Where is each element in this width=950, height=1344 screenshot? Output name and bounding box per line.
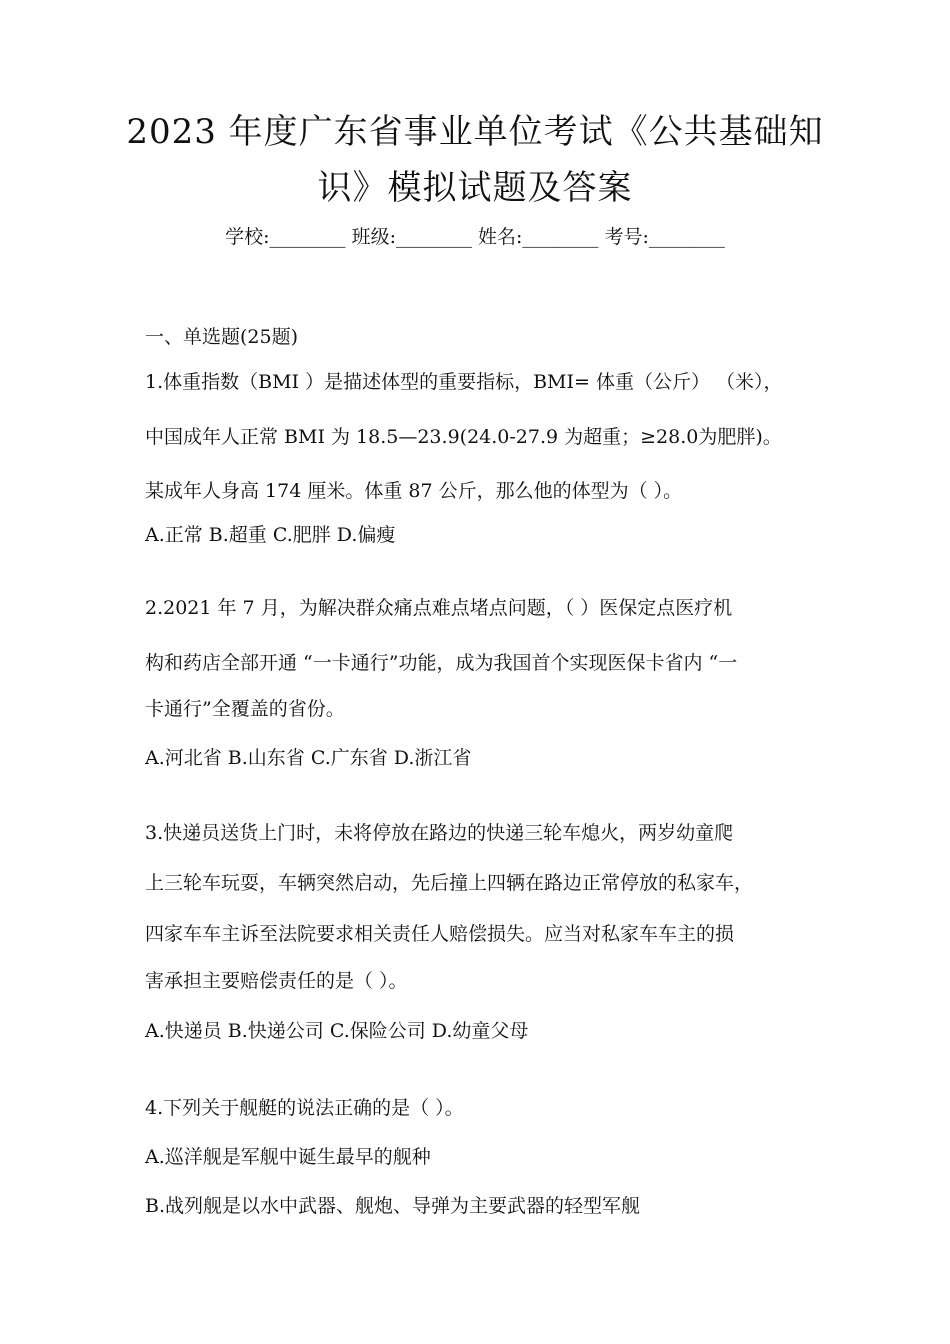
question-1-options: A.正常 B.超重 C.肥胖 D.偏瘦 (145, 524, 396, 546)
document-title (120, 104, 830, 216)
question-4-option-a: A.巡洋舰是军舰中诞生最早的舰种 (145, 1146, 431, 1168)
question-3-options: A.快递员 B.快递公司 C.保险公司 D.幼童父母 (145, 1020, 529, 1042)
section-heading: 一、单选题(25题) (145, 326, 299, 348)
question-3-line-4: 害承担主要赔偿责任的是（ ）。 (145, 970, 408, 992)
question-4-line-1: 4.下列关于舰艇的说法正确的是（ ）。 (145, 1097, 464, 1119)
question-1-line-1: 1.体重指数（BMI ）是描述体型的重要指标，BMI= 体重（公斤） （米）， (145, 371, 783, 393)
question-2-line-1: 2.2021 年 7 月，为解决群众痛点难点堵点问题，（ ）医保定点医疗机 (145, 597, 733, 619)
question-4-option-b: B.战列舰是以水中武器、舰炮、导弹为主要武器的轻型军舰 (145, 1195, 641, 1217)
student-info-line: 学校:________ 班级:________ 姓名:________ 考号:________ (225, 226, 725, 248)
question-3-line-1: 3.快递员送货上门时，未将停放在路边的快递三轮车熄火，两岁幼童爬 (145, 822, 734, 844)
question-1-line-3: 某成年人身高 174 厘米。体重 87 公斤，那么他的体型为（ ）。 (145, 480, 683, 502)
title-line-1: 2023 年度广东省事业单位考试《公共基础知 (126, 112, 824, 152)
question-3-line-3: 四家车车主诉至法院要求相关责任人赔偿损失。应当对私家车车主的损 (145, 923, 735, 945)
question-1-line-2: 中国成年人正常 BMI 为 18.5—23.9(24.0-27.9 为超重；≥28.0为肥胖)。 (145, 426, 782, 448)
question-3-line-2: 上三轮车玩耍，车辆突然启动，先后撞上四辆在路边正常停放的私家车， (145, 872, 754, 894)
question-2-line-2: 构和药店全部开通 “一卡通行”功能，成为我国首个实现医保卡省内 “一 (145, 652, 738, 674)
question-2-line-3: 卡通行”全覆盖的省份。 (145, 698, 345, 720)
title-line-2: 识》模拟试题及答案 (317, 168, 633, 208)
question-2-options: A.河北省 B.山东省 C.广东省 D.浙江省 (145, 747, 472, 769)
